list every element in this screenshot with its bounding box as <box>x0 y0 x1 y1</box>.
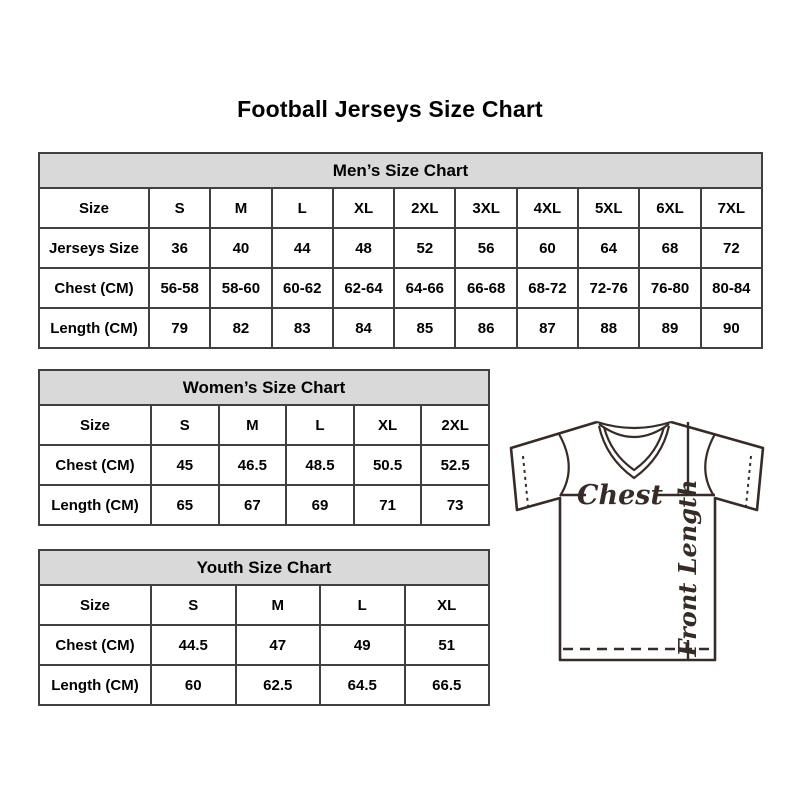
womens-size-table <box>38 369 490 526</box>
size-value-cell: 48.5 <box>286 445 354 485</box>
size-value-cell: 76-80 <box>639 268 700 308</box>
jersey-diagram-svg <box>502 396 772 668</box>
size-value-cell: 46.5 <box>219 445 287 485</box>
table-row <box>39 268 762 308</box>
size-value-cell: 44 <box>272 228 333 268</box>
size-value-cell: 72 <box>701 228 762 268</box>
mens-size-table <box>38 152 763 349</box>
size-value-cell: 86 <box>455 308 516 348</box>
size-column-header: L <box>320 585 405 625</box>
size-value-cell: 67 <box>219 485 287 525</box>
size-column-header: 7XL <box>701 188 762 228</box>
size-value-cell: 60 <box>151 665 236 705</box>
size-column-header: XL <box>333 188 394 228</box>
row-label: Chest (CM) <box>39 625 151 665</box>
size-value-cell: 66-68 <box>455 268 516 308</box>
row-label: Length (CM) <box>39 665 151 705</box>
size-column-header: XL <box>354 405 422 445</box>
size-column-header: 4XL <box>517 188 578 228</box>
right-cuff-stitch-line <box>746 456 751 506</box>
youth-size-table <box>38 549 490 706</box>
size-value-cell: 89 <box>639 308 700 348</box>
size-value-cell: 68-72 <box>517 268 578 308</box>
size-value-cell: 58-60 <box>210 268 271 308</box>
size-value-cell: 64-66 <box>394 268 455 308</box>
size-value-cell: 49 <box>320 625 405 665</box>
left-cuff-stitch-line <box>523 456 528 506</box>
row-label-header: Size <box>39 188 149 228</box>
size-value-cell: 87 <box>517 308 578 348</box>
size-value-cell: 40 <box>210 228 271 268</box>
collar-top-arc <box>597 422 671 428</box>
table-row <box>39 485 489 525</box>
size-value-cell: 52.5 <box>421 445 489 485</box>
size-value-cell: 68 <box>639 228 700 268</box>
size-value-cell: 48 <box>333 228 394 268</box>
table-row <box>39 445 489 485</box>
size-column-header: XL <box>405 585 490 625</box>
jersey-measurement-diagram <box>502 396 772 668</box>
size-value-cell: 64.5 <box>320 665 405 705</box>
size-column-header: M <box>236 585 321 625</box>
row-label: Length (CM) <box>39 308 149 348</box>
size-value-cell: 71 <box>354 485 422 525</box>
table-row <box>39 308 762 348</box>
size-value-cell: 79 <box>149 308 210 348</box>
chest-label: Chest <box>577 480 663 511</box>
size-value-cell: 51 <box>405 625 490 665</box>
size-value-cell: 65 <box>151 485 219 525</box>
size-column-header: 3XL <box>455 188 516 228</box>
size-value-cell: 44.5 <box>151 625 236 665</box>
size-value-cell: 83 <box>272 308 333 348</box>
size-column-header: L <box>286 405 354 445</box>
size-column-header: S <box>151 405 219 445</box>
size-value-cell: 56-58 <box>149 268 210 308</box>
size-value-cell: 60-62 <box>272 268 333 308</box>
size-column-header: 2XL <box>394 188 455 228</box>
size-column-header: M <box>219 405 287 445</box>
jersey-outline <box>511 422 763 660</box>
size-value-cell: 73 <box>421 485 489 525</box>
size-column-header: S <box>151 585 236 625</box>
table-title: Men’s Size Chart <box>39 153 762 188</box>
right-sleeve-seam <box>705 434 715 496</box>
table-title: Youth Size Chart <box>39 550 489 585</box>
size-value-cell: 36 <box>149 228 210 268</box>
size-value-cell: 47 <box>236 625 321 665</box>
table-row <box>39 625 489 665</box>
size-value-cell: 50.5 <box>354 445 422 485</box>
front-length-label: Front Length <box>673 479 702 657</box>
page-title: Football Jerseys Size Chart <box>237 96 543 122</box>
row-label: Chest (CM) <box>39 445 151 485</box>
size-value-cell: 66.5 <box>405 665 490 705</box>
size-value-cell: 62-64 <box>333 268 394 308</box>
size-value-cell: 90 <box>701 308 762 348</box>
size-value-cell: 69 <box>286 485 354 525</box>
size-column-header: M <box>210 188 271 228</box>
size-column-header: 6XL <box>639 188 700 228</box>
size-value-cell: 88 <box>578 308 639 348</box>
size-column-header: L <box>272 188 333 228</box>
size-value-cell: 82 <box>210 308 271 348</box>
row-label-header: Size <box>39 405 151 445</box>
size-value-cell: 60 <box>517 228 578 268</box>
size-value-cell: 84 <box>333 308 394 348</box>
row-label: Chest (CM) <box>39 268 149 308</box>
size-column-header: 2XL <box>421 405 489 445</box>
table-row <box>39 228 762 268</box>
size-value-cell: 56 <box>455 228 516 268</box>
size-value-cell: 85 <box>394 308 455 348</box>
size-value-cell: 52 <box>394 228 455 268</box>
left-sleeve-seam <box>559 434 569 496</box>
size-value-cell: 64 <box>578 228 639 268</box>
size-value-cell: 45 <box>151 445 219 485</box>
row-label: Length (CM) <box>39 485 151 525</box>
size-column-header: 5XL <box>578 188 639 228</box>
size-value-cell: 72-76 <box>578 268 639 308</box>
row-label: Jerseys Size <box>39 228 149 268</box>
size-column-header: S <box>149 188 210 228</box>
row-label-header: Size <box>39 585 151 625</box>
table-row <box>39 665 489 705</box>
size-value-cell: 80-84 <box>701 268 762 308</box>
size-value-cell: 62.5 <box>236 665 321 705</box>
table-title: Women’s Size Chart <box>39 370 489 405</box>
